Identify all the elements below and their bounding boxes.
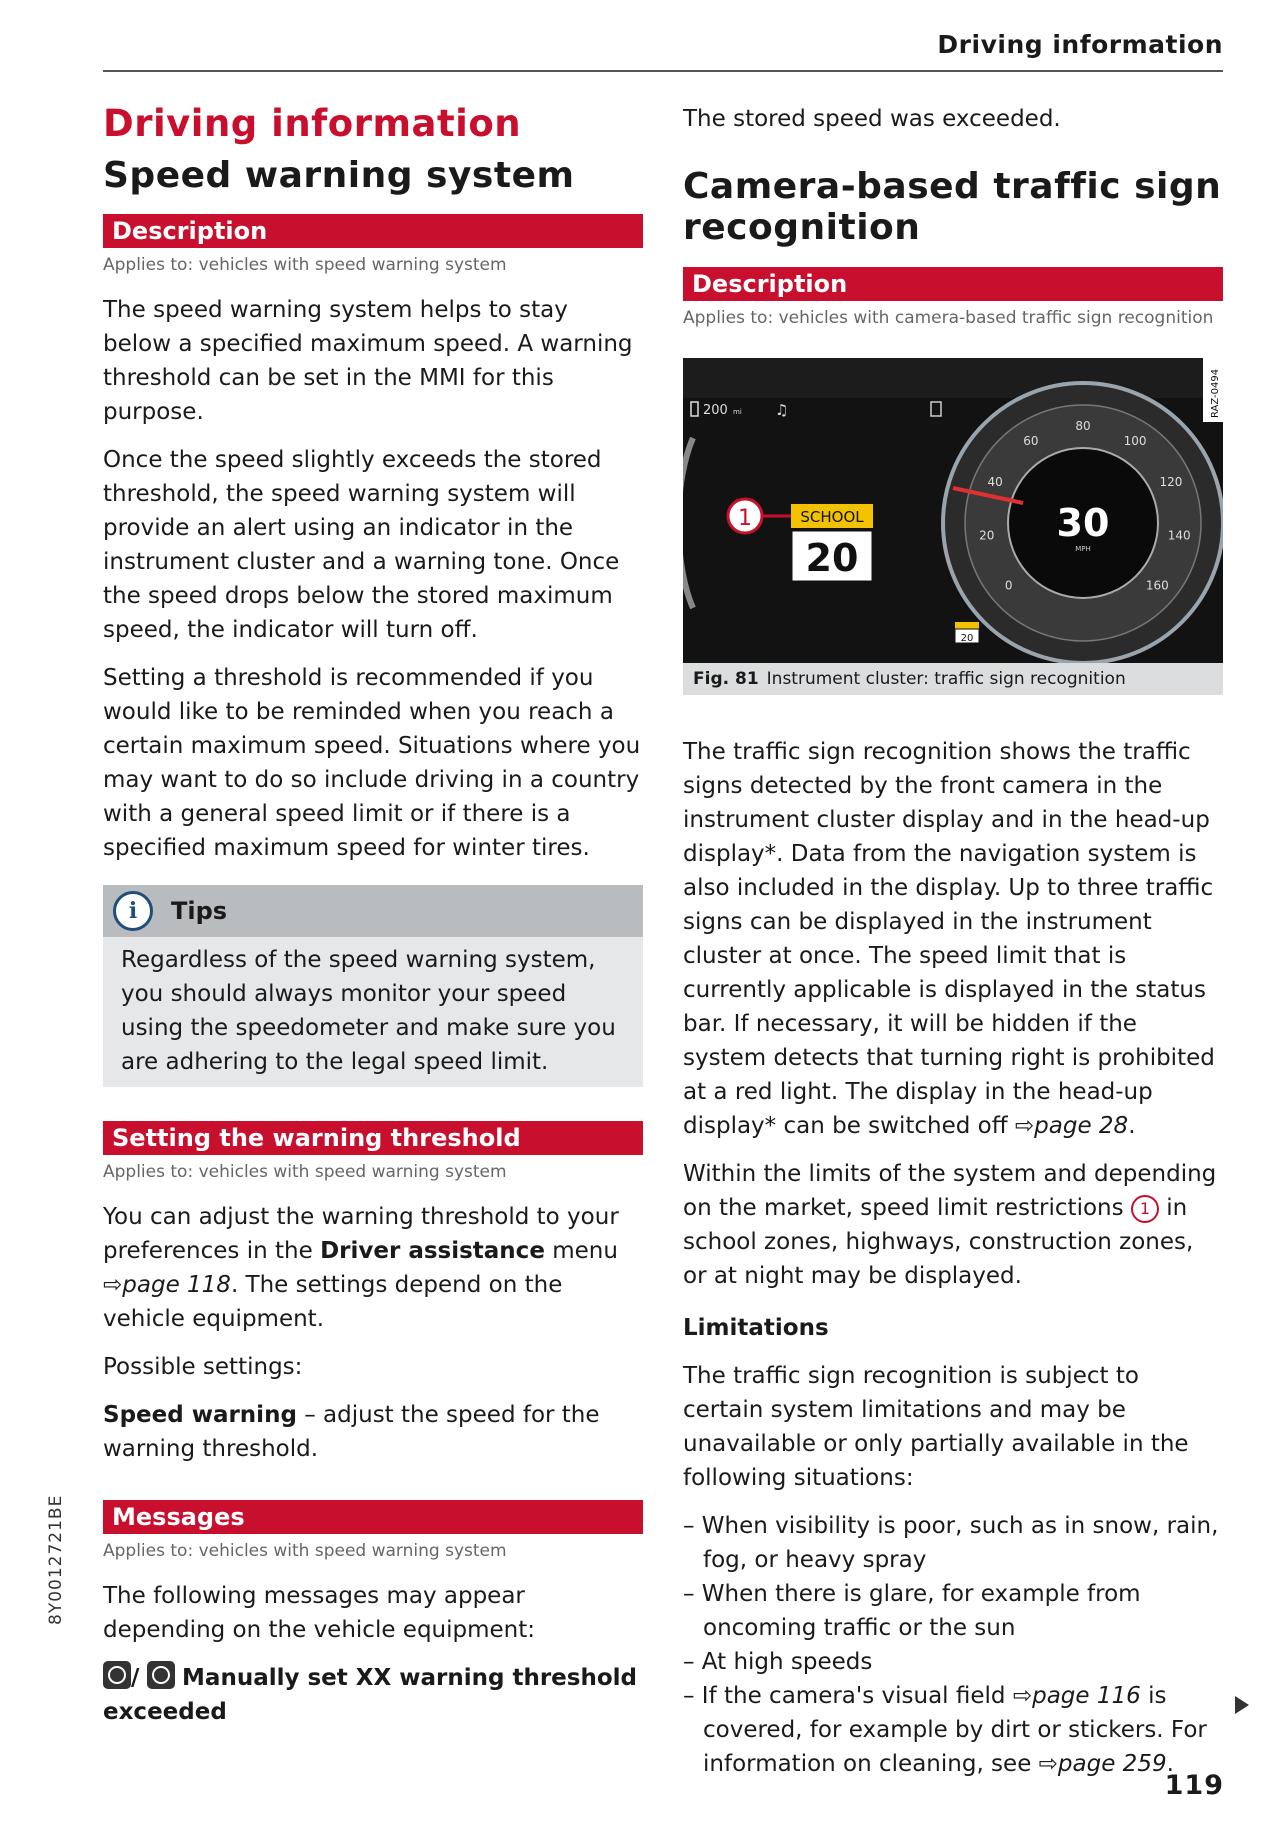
tips-label: Tips bbox=[171, 897, 228, 926]
description-bar: Description bbox=[103, 214, 643, 248]
tips-header bbox=[103, 885, 643, 937]
figure-number: Fig. 81 bbox=[693, 668, 759, 689]
tips-body bbox=[103, 937, 643, 1087]
page-reference-link[interactable]: ⇨page 259 bbox=[1038, 1750, 1167, 1777]
text-run: is covered, for example by dirt or stickers. For information on cleaning, see bbox=[703, 1682, 1207, 1777]
instrument-cluster-image bbox=[683, 358, 1223, 663]
page-reference-link[interactable]: ⇨page 118 bbox=[103, 1272, 231, 1299]
status-bar-sign: 20 bbox=[960, 632, 974, 644]
callout-reference: 1 bbox=[1131, 1195, 1159, 1223]
figure-81 bbox=[683, 358, 1223, 695]
list-item: – When there is glare, for example from oncoming traffic or the sun bbox=[683, 1580, 1141, 1641]
messages-bar: Messages bbox=[103, 1500, 643, 1534]
speed-warning-alt-icon bbox=[147, 1661, 175, 1689]
paragraph bbox=[683, 735, 1223, 1143]
music-icon: ♫ bbox=[775, 400, 789, 419]
paragraph bbox=[103, 1398, 643, 1466]
gauge-tick-label: 60 bbox=[1023, 433, 1039, 448]
range-readout: 200 bbox=[703, 402, 728, 418]
applies-to: Applies to: vehicles with speed warning system bbox=[103, 1162, 507, 1183]
info-icon: i bbox=[113, 891, 153, 931]
paragraph: The following messages may appear depending on the vehicle equipment: bbox=[103, 1583, 536, 1644]
document-code: 8Y0012721BE bbox=[46, 1494, 66, 1625]
text-run: You can adjust the warning threshold to your preferences in the bbox=[103, 1204, 619, 1265]
tips-box bbox=[103, 885, 643, 1087]
traffic-sign-heading: Camera-based traffic sign recognition bbox=[683, 166, 1222, 249]
speed-limit-value: 20 bbox=[805, 535, 859, 580]
paragraph: The stored speed was exceeded. bbox=[683, 106, 1061, 132]
callout-number: 1 bbox=[738, 505, 752, 531]
right-column bbox=[683, 96, 1223, 1781]
text-run: – If the camera's visual field bbox=[683, 1682, 1013, 1709]
description-bar: Description bbox=[683, 267, 1223, 301]
text-run: menu bbox=[544, 1238, 618, 1265]
range-unit: mi bbox=[733, 407, 742, 416]
limitations-heading: Limitations bbox=[683, 1314, 829, 1341]
paragraph bbox=[683, 1157, 1223, 1293]
section-title: Driving information bbox=[103, 102, 522, 145]
setting-threshold-bar: Setting the warning threshold bbox=[103, 1121, 643, 1155]
gauge-tick-label: 120 bbox=[1159, 474, 1183, 489]
text-run: . The settings depend on the vehicle equipment. bbox=[103, 1272, 563, 1333]
instrument-cluster-illustration bbox=[683, 358, 1223, 663]
list-item: – At high speeds bbox=[683, 1648, 873, 1675]
figure-caption bbox=[683, 663, 1223, 695]
message-title: Manually set XX warning threshold exceeded bbox=[103, 1665, 637, 1726]
figure-ref-code: RAZ-0494 bbox=[1210, 368, 1221, 418]
limitations-list bbox=[683, 1509, 1223, 1781]
gauge-tick-label: 20 bbox=[979, 528, 995, 543]
list-item: – When visibility is poor, such as in snow, rain, fog, or heavy spray bbox=[683, 1512, 1219, 1573]
text-run: – adjust the speed for the warning threshold. bbox=[103, 1402, 600, 1463]
paragraph: Possible settings: bbox=[103, 1354, 303, 1381]
message-entry: / Manually set XX warning threshold exceeded bbox=[103, 1661, 643, 1729]
school-sign-label: SCHOOL bbox=[800, 507, 864, 526]
paragraph bbox=[103, 1200, 643, 1336]
gauge-tick-label: 160 bbox=[1145, 578, 1169, 593]
running-header-title: Driving information bbox=[937, 30, 1223, 59]
paragraph: Setting a threshold is recommended if you would like to be reminded when you reach a certain maximum speed. Situations where you may want to do so include driving in a country with a general speed limit or if there is a specified maximum speed for winter tires. bbox=[103, 665, 641, 862]
continue-arrow-icon bbox=[1235, 1696, 1249, 1714]
page-reference-link[interactable]: ⇨page 116 bbox=[1012, 1682, 1141, 1709]
paragraph: The traffic sign recognition is subject to certain system limitations and may be unavailable or only partially available in the following situations: bbox=[683, 1362, 1189, 1491]
text-run: . bbox=[1166, 1750, 1174, 1777]
caption-text: Instrument cluster: traffic sign recognition bbox=[766, 668, 1126, 689]
gauge-tick-label: 100 bbox=[1123, 433, 1147, 448]
gauge-tick-label: 40 bbox=[987, 474, 1003, 489]
text-run: Within the limits of the system and depending on the market, speed limit restrictions bbox=[683, 1160, 1217, 1221]
applies-to: Applies to: vehicles with speed warning system bbox=[103, 255, 507, 276]
page-number: 119 bbox=[1164, 1770, 1224, 1801]
left-column bbox=[103, 96, 643, 1743]
gauge-tick-label: 140 bbox=[1167, 528, 1191, 543]
list-item bbox=[683, 1679, 1223, 1781]
paragraph: Once the speed slightly exceeds the stored threshold, the speed warning system will provide an alert using an indicator in the instrument cluster and a warning tone. Once the speed drops below the stored maximum speed, the indicator will turn off. bbox=[103, 447, 620, 644]
menu-name: Driver assistance bbox=[320, 1238, 545, 1265]
text-run: . bbox=[1128, 1112, 1136, 1139]
gauge-tick-label: 0 bbox=[1004, 578, 1013, 593]
text-run: in school zones, highways, construction zones, or at night may be displayed. bbox=[683, 1194, 1194, 1289]
text-run: The traffic sign recognition shows the traffic signs detected by the front camera in the instrument cluster display and in the head-up display*. Data from the navigation system is also included in the display. Up to three traffic signs can be displayed in the instrument cluster at once. The speed limit that is currently applicable is displayed in the status bar. If necessary, it will be hidden if the system detects that turning right is prohibited at a red light. The display in the head-up display* can be switched off bbox=[683, 738, 1215, 1139]
paragraph: The speed warning system helps to stay below a specified maximum speed. A warning threshold can be set in the MMI for this purpose. bbox=[103, 297, 633, 426]
page-reference-link[interactable]: ⇨page 28 bbox=[1014, 1112, 1129, 1139]
current-speed: 30 bbox=[1056, 500, 1110, 545]
setting-name: Speed warning bbox=[103, 1402, 297, 1429]
page-header bbox=[103, 28, 1223, 72]
applies-to: Applies to: vehicles with camera-based traffic sign recognition bbox=[683, 307, 1214, 328]
applies-to: Applies to: vehicles with speed warning system bbox=[103, 1541, 507, 1562]
speed-unit: MPH bbox=[1075, 544, 1091, 553]
speed-warning-icon bbox=[103, 1661, 131, 1689]
tips-text: Regardless of the speed warning system, you should always monitor your speed using the speedometer and make sure you are adhering to the legal speed limit. bbox=[121, 947, 616, 1076]
gauge-tick-label: 80 bbox=[1075, 418, 1091, 433]
speed-warning-heading: Speed warning system bbox=[103, 155, 575, 196]
